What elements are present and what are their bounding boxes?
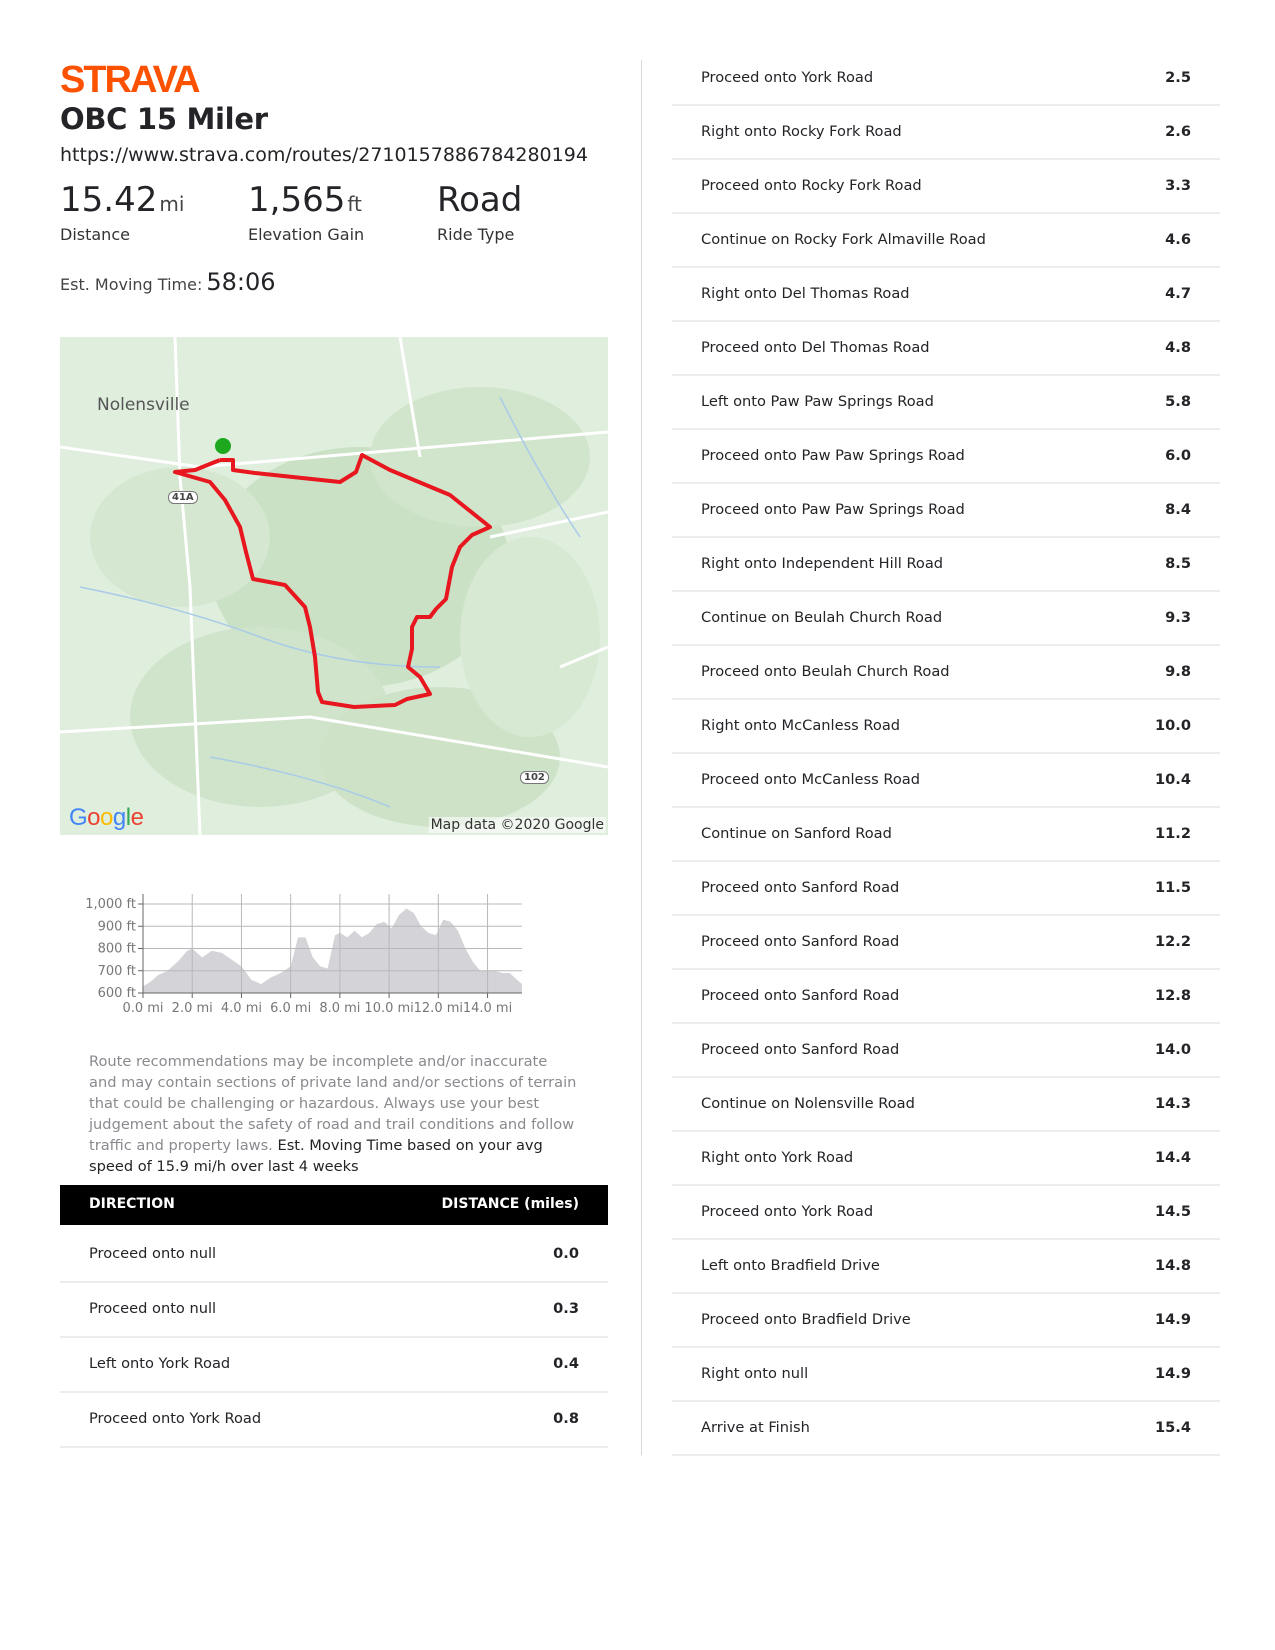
column-divider [641, 60, 642, 1455]
table-row [60, 1393, 608, 1448]
row-direction: Left onto York Road [89, 1355, 231, 1372]
directions-table-header [60, 1185, 608, 1225]
row-distance: 14.8 [1154, 1257, 1191, 1274]
row-distance: 10.0 [1154, 717, 1191, 734]
row-distance: 3.3 [1165, 177, 1191, 194]
distance-stat [60, 181, 184, 244]
row-distance: 4.8 [1165, 339, 1191, 356]
row-distance: 14.5 [1154, 1203, 1191, 1220]
row-direction: Proceed onto Rocky Fork Road [701, 177, 922, 194]
row-distance: 0.0 [553, 1245, 579, 1262]
table-row [672, 1078, 1220, 1132]
distance-unit: mi [159, 192, 185, 216]
disclaimer-text: Route recommendations may be incomplete and/or inaccurate and may contain sections of private land and/or sections of terrain that could be challenging or hazardous. Always use your best judgement about the safety of road and trail conditions and follow traffic and property laws. [89, 1053, 577, 1154]
row-distance: 14.4 [1154, 1149, 1191, 1166]
table-row [672, 376, 1220, 430]
table-row [672, 1402, 1220, 1456]
y-tick-label: 800 ft [97, 941, 136, 957]
disclaimer [89, 1051, 579, 1177]
elevation-value: 1,565 [248, 180, 346, 220]
row-distance: 2.5 [1165, 69, 1191, 86]
table-row [672, 1348, 1220, 1402]
table-row [672, 916, 1220, 970]
table-row [672, 484, 1220, 538]
y-tick-label: 600 ft [97, 986, 136, 1001]
x-tick-label: 6.0 mi [270, 1001, 312, 1016]
elevation-label: Elevation Gain [248, 225, 365, 244]
map-attribution: Map data ©2020 Google [430, 817, 604, 833]
map-town-label: Nolensville [97, 395, 190, 415]
row-direction: Proceed onto York Road [701, 1203, 874, 1220]
row-distance: 11.5 [1154, 879, 1191, 896]
row-distance: 15.4 [1154, 1419, 1191, 1436]
row-distance: 14.9 [1154, 1365, 1191, 1382]
row-distance: 8.4 [1165, 501, 1191, 518]
x-tick-label: 8.0 mi [319, 1001, 361, 1016]
row-direction: Right onto null [701, 1365, 809, 1382]
row-direction: Right onto Independent Hill Road [701, 555, 944, 572]
row-direction: Proceed onto Paw Paw Springs Road [701, 501, 965, 518]
row-direction: Continue on Nolensville Road [701, 1095, 915, 1112]
table-row [672, 1294, 1220, 1348]
row-direction: Proceed onto Del Thomas Road [701, 339, 930, 356]
row-distance: 14.0 [1154, 1041, 1191, 1058]
row-distance: 9.3 [1165, 609, 1191, 626]
table-row [672, 700, 1220, 754]
x-tick-label: 14.0 mi [462, 1001, 513, 1016]
table-row [672, 592, 1220, 646]
table-row [672, 160, 1220, 214]
table-row [672, 646, 1220, 700]
row-distance: 12.2 [1154, 933, 1191, 950]
directions-list-left [60, 1228, 608, 1448]
table-row [672, 970, 1220, 1024]
table-row [60, 1228, 608, 1283]
row-distance: 0.3 [553, 1300, 579, 1317]
google-logo: Google [69, 804, 144, 831]
elevation-unit: ft [347, 192, 362, 216]
table-row [60, 1338, 608, 1393]
row-distance: 11.2 [1154, 825, 1191, 842]
y-tick-label: 700 ft [97, 963, 136, 979]
row-direction: Proceed onto Sanford Road [701, 1041, 900, 1058]
row-distance: 14.9 [1154, 1311, 1191, 1328]
row-direction: Proceed onto Sanford Road [701, 879, 900, 896]
row-direction: Right onto Rocky Fork Road [701, 123, 902, 140]
strava-logo [60, 61, 220, 97]
elevation-chart [60, 871, 560, 1031]
moving-time-value: 58:06 [206, 268, 276, 296]
row-direction: Right onto Del Thomas Road [701, 285, 910, 302]
row-direction: Proceed onto York Road [89, 1410, 262, 1427]
table-row [672, 214, 1220, 268]
route-url[interactable]: https://www.strava.com/routes/2710157886784280194 [60, 144, 588, 166]
route-title: OBC 15 Miler [60, 102, 268, 136]
x-tick-label: 12.0 mi [413, 1001, 464, 1016]
elevation-stat [248, 181, 364, 244]
table-row [672, 106, 1220, 160]
route-shield-41a: 41A [168, 491, 198, 504]
row-distance: 0.8 [553, 1410, 579, 1427]
ride-type-label: Ride Type [437, 225, 515, 244]
moving-time-label: Est. Moving Time: [60, 275, 203, 294]
table-row [672, 322, 1220, 376]
row-direction: Continue on Beulah Church Road [701, 609, 943, 626]
row-direction: Continue on Rocky Fork Almaville Road [701, 231, 986, 248]
row-direction: Proceed onto McCanless Road [701, 771, 920, 788]
x-tick-label: 2.0 mi [171, 1001, 213, 1016]
elevation-chart-svg [60, 871, 560, 1031]
moving-time-note: Est. Moving Time based on your avg speed of 15.9 mi/h over last 4 weeks [89, 1137, 543, 1175]
row-distance: 9.8 [1165, 663, 1191, 680]
row-direction: Proceed onto Sanford Road [701, 933, 900, 950]
row-direction: Proceed onto Bradfield Drive [701, 1311, 911, 1328]
row-direction: Left onto Bradfield Drive [701, 1257, 880, 1274]
route-map[interactable] [60, 337, 608, 835]
x-tick-label: 10.0 mi [364, 1001, 414, 1016]
table-row [60, 1283, 608, 1338]
row-distance: 10.4 [1154, 771, 1191, 788]
row-direction: Right onto York Road [701, 1149, 854, 1166]
table-row [672, 52, 1220, 106]
row-direction: Proceed onto null [89, 1245, 217, 1262]
table-row [672, 430, 1220, 484]
row-direction: Proceed onto York Road [701, 69, 874, 86]
row-direction: Proceed onto Sanford Road [701, 987, 900, 1004]
y-tick-label: 900 ft [97, 919, 136, 935]
header-direction: DIRECTION [89, 1196, 175, 1212]
row-direction: Right onto McCanless Road [701, 717, 901, 734]
table-row [672, 1186, 1220, 1240]
table-row [672, 1132, 1220, 1186]
row-distance: 6.0 [1165, 447, 1191, 464]
row-distance: 8.5 [1165, 555, 1191, 572]
row-distance: 4.6 [1165, 231, 1191, 248]
x-tick-label: 4.0 mi [220, 1001, 262, 1016]
row-direction: Continue on Sanford Road [701, 825, 892, 842]
table-row [672, 1024, 1220, 1078]
table-row [672, 862, 1220, 916]
elevation-area [143, 909, 522, 994]
row-direction: Arrive at Finish [701, 1419, 810, 1436]
table-row [672, 268, 1220, 322]
row-distance: 0.4 [553, 1355, 579, 1372]
distance-value: 15.42 [60, 180, 158, 220]
moving-time [60, 268, 276, 296]
ride-type-value: Road [437, 180, 523, 220]
row-distance: 2.6 [1165, 123, 1191, 140]
row-distance: 4.7 [1165, 285, 1191, 302]
row-distance: 12.8 [1154, 987, 1191, 1004]
row-direction: Left onto Paw Paw Springs Road [701, 393, 934, 410]
x-tick-label: 0.0 mi [122, 1001, 164, 1016]
table-row [672, 1240, 1220, 1294]
directions-list-right [672, 52, 1220, 1456]
row-direction: Proceed onto Paw Paw Springs Road [701, 447, 965, 464]
table-row [672, 538, 1220, 592]
table-row [672, 754, 1220, 808]
ride-type-stat [437, 181, 522, 244]
strava-logo-text: STRAVA [60, 61, 199, 97]
route-shield-102: 102 [520, 771, 549, 784]
table-row [672, 808, 1220, 862]
distance-label: Distance [60, 225, 130, 244]
row-distance: 14.3 [1154, 1095, 1191, 1112]
start-marker [215, 438, 231, 454]
y-tick-label: 1,000 ft [85, 897, 136, 912]
header-distance: DISTANCE (miles) [441, 1196, 579, 1212]
row-distance: 5.8 [1165, 393, 1191, 410]
row-direction: Proceed onto Beulah Church Road [701, 663, 950, 680]
row-direction: Proceed onto null [89, 1300, 217, 1317]
